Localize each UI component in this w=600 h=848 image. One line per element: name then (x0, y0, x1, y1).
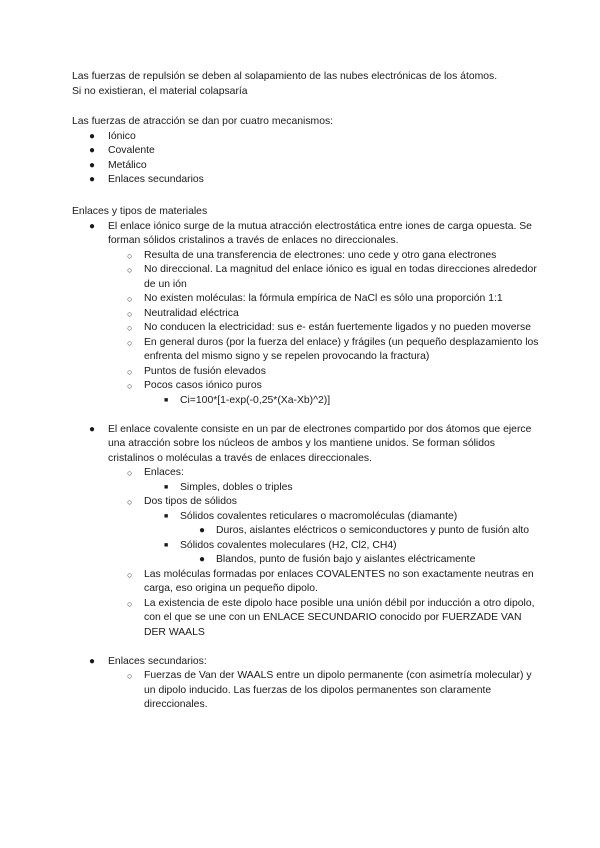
bullet-square-icon: ■ (164, 541, 169, 549)
formula-item: ■ Ci=100*[1-exp(-0,25*(Xa-Xb)^2)] (72, 394, 542, 409)
list-item: ○ Resulta de una transferencia de electrones: uno cede y otro gana electrones (72, 249, 542, 264)
intro-line-2: Si no existieran, el material colapsaría (72, 85, 248, 97)
list-item: ○ Las moléculas formadas por enlaces COVALENTES no son exactamente neutras en carga, eso origina un pequeño dipolo. (127, 568, 534, 594)
list-item: ● Iónico (72, 130, 542, 145)
bullet-circle-icon: ○ (127, 671, 133, 681)
bullet-disc-icon: ● (89, 159, 96, 171)
bullet-circle-icon: ○ (127, 250, 133, 261)
list-item: ○ Fuerzas de Van der WAALS entre un dipolo permanente (con asimetría molecular) y un dipolo inducido. Las fuerzas de los dipolos permanentes son claramente direccionales. (127, 670, 532, 710)
bullet-circle-icon: ○ (127, 569, 133, 580)
bullet-disc-icon: ● (89, 655, 96, 667)
bullet-disc-icon: ● (89, 145, 96, 156)
bullet-circle-icon: ○ (127, 323, 133, 333)
attraction-heading: Las fuerzas de atracción se dan por cuatro mecanismos: (72, 116, 334, 127)
bullet-square-icon: ■ (164, 396, 169, 404)
list-item: ■ Simples, dobles o triples (72, 481, 542, 496)
bullet-circle-icon: ○ (127, 337, 133, 348)
bullet-circle-icon: ○ (127, 598, 133, 609)
list-item: ○ Dos tipos de sólidos (72, 495, 542, 510)
list-item: ○ No conducen la electricidad: sus e- están fuertemente ligados y no pueden moverse (72, 321, 542, 336)
bullet-circle-icon: ○ (127, 265, 133, 275)
bullet-disc-icon: ● (89, 423, 96, 435)
intro-line-1: Las fuerzas de repulsión se deben al solapamiento de las nubes electrónicas de los átomos. (72, 71, 498, 82)
bullet-disc-icon: ● (199, 554, 206, 565)
materials-list (72, 220, 542, 409)
bullet-circle-icon: ○ (127, 366, 133, 377)
secondary-list (72, 655, 542, 713)
covalent-list (72, 423, 542, 641)
bullet-disc-icon: ● (89, 130, 96, 142)
bullet-circle-icon: ○ (127, 468, 133, 478)
bullet-circle-icon: ○ (127, 497, 133, 507)
bullet-square-icon: ■ (164, 512, 169, 520)
attraction-list (72, 130, 542, 188)
list-item: ■ Sólidos covalentes reticulares o macromoléculas (diamante) (72, 510, 542, 525)
list-item: ● Duros, aislantes eléctricos o semiconductores y punto de fusión alto (72, 524, 542, 539)
list-item: ● Covalente (72, 144, 542, 159)
attraction-section (72, 115, 542, 188)
bullet-disc-icon: ● (89, 174, 96, 185)
list-item: ○ En general duros (por la fuerza del enlace) y frágiles (un pequeño desplazamiento los enfrenta del mismo signo y se repelen provocando la fractura) (127, 336, 539, 362)
list-item: ● Blandos, punto de fusión bajo y aislantes eléctricamente (72, 553, 542, 568)
list-item: ○ Puntos de fusión elevados (72, 365, 542, 380)
bullet-circle-icon: ○ (127, 294, 133, 304)
list-item: ○ Neutralidad eléctrica (72, 307, 542, 322)
materials-heading: Enlaces y tipos de materiales (72, 206, 208, 217)
covalent-item: ● El enlace covalente consiste en un par de electrones compartido por dos átomos que ejerce una atracción sobre los núcleos de ambos y los mantiene unidos. Se forman sólidos cristalinos o moléculas a través de enlaces direccionales. (89, 423, 532, 464)
intro-paragraph (72, 70, 542, 99)
ionic-item: ● El enlace iónico surge de la mutua atracción electrostática entre iones de carga opuesta. Se forman sólidos cristalinos a través de enlaces no direccionales. (89, 220, 532, 246)
list-item: ● Metálico (72, 159, 542, 174)
list-item: ○ No existen moléculas: la fórmula empírica de NaCl es sólo una proporción 1:1 (72, 292, 542, 307)
secondary-item: ● Enlaces secundarios: (72, 655, 542, 670)
bullet-disc-icon: ● (199, 525, 206, 536)
list-item: ○ Pocos casos iónico puros (72, 379, 542, 394)
list-item: ● Enlaces secundarios (72, 173, 542, 188)
list-item: ○ No direccional. La magnitud del enlace iónico es igual en todas direcciones alrededor de un ión (127, 264, 537, 290)
list-item: ○ Enlaces: (72, 466, 542, 481)
bullet-square-icon: ■ (164, 483, 169, 491)
list-item: ■ Sólidos covalentes moleculares (H2, Cl2, CH4) (72, 539, 542, 554)
bullet-circle-icon: ○ (127, 381, 133, 391)
bullet-disc-icon: ● (89, 220, 96, 232)
materials-section (72, 205, 542, 713)
bullet-circle-icon: ○ (127, 308, 133, 319)
list-item: ○ La existencia de este dipolo hace posible una unión débil por inducción a otro dipolo, con el que se une con un ENLACE SECUNDARIO conocido por FUERZADE VAN DER WAALS (127, 597, 535, 638)
